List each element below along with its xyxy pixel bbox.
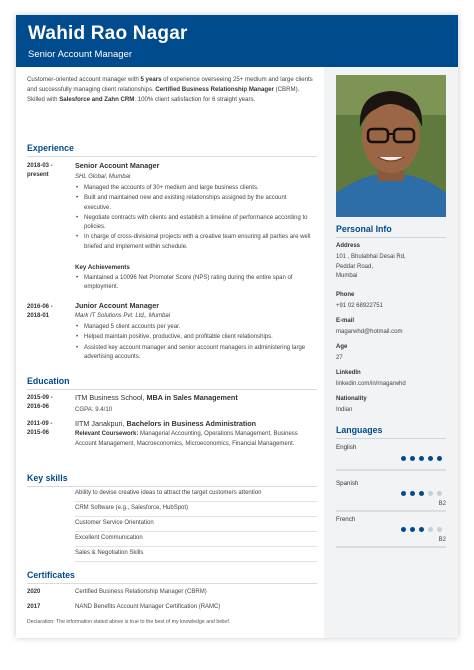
- list-item: • Maintained a 10096 Net Promoter Score (NPS) rating during the entire span of employment.: [75, 274, 315, 293]
- address-line: Peddar Road,: [336, 263, 374, 270]
- proficiency-dot: [428, 456, 433, 461]
- job-company: SHL Global, Mumbai: [75, 174, 131, 180]
- education-dates: [27, 394, 53, 413]
- declaration-text: Declaration: The information stated above is true to the best of my knowledge and belief.: [27, 619, 231, 625]
- language-proficiency-dots: [397, 527, 446, 533]
- skill-divider: [75, 531, 317, 532]
- skill-item: Customer Service Orientation: [75, 520, 154, 526]
- resume-header: [16, 15, 458, 67]
- proficiency-dot: [428, 491, 433, 496]
- language-proficiency-dots: [397, 491, 446, 497]
- date-end: 2018-01: [27, 313, 50, 320]
- section-divider: [27, 486, 317, 487]
- language-level: B2: [438, 501, 446, 507]
- email-value: magarwhd@hotmail.com: [336, 329, 403, 335]
- skill-item: Ability to devise creative ideas to attract the target customers attention: [75, 490, 262, 496]
- section-divider: [27, 583, 317, 584]
- date-start: 2011-09 -: [27, 421, 53, 427]
- education-dates: [27, 420, 52, 439]
- proficiency-dot: [410, 527, 415, 532]
- language-divider: [336, 510, 446, 512]
- profile-photo-illustration: [336, 75, 446, 217]
- address-value: [336, 253, 406, 282]
- resume-page: [16, 15, 458, 638]
- certificate-name: NAND Benefits Account Manager Certification (RAMC): [75, 604, 221, 610]
- date-end: present: [27, 172, 49, 179]
- education-school: [75, 393, 238, 402]
- list-item: • Assisted key account manager and senior account managers in administering large advertising accounts.: [75, 344, 315, 363]
- linkedin-value: linkedin.com/in/rnagarwhd: [336, 381, 406, 387]
- phone-label: Phone: [336, 292, 355, 298]
- language-name: Spanish: [336, 480, 359, 487]
- sidebar: [324, 67, 458, 638]
- achievement-bullets: [75, 274, 315, 294]
- nationality-value: Indian: [336, 407, 353, 413]
- job-company: Mark IT Solutions Pvt. Ltd., Mumbai: [75, 313, 171, 319]
- proficiency-dot: [401, 456, 406, 461]
- skill-item: CRM Software (e.g., Salesforce, HubSpot): [75, 505, 189, 511]
- coursework-label: Relevant Coursework:: [75, 431, 139, 437]
- skill-divider: [75, 501, 317, 502]
- section-divider: [27, 156, 317, 157]
- section-divider: [336, 438, 446, 439]
- skill-item: Sales & Negotiation Skills: [75, 550, 144, 556]
- email-label: E-mail: [336, 318, 355, 324]
- profile-photo: [336, 75, 446, 217]
- skills-heading: Key skills: [27, 473, 68, 483]
- certificate-name: Certified Business Relationship Manager (CBRM): [75, 589, 207, 595]
- languages-heading: Languages: [336, 425, 383, 435]
- experience-heading: Experience: [27, 143, 74, 153]
- degree-name: MBA in Sales Management: [146, 393, 238, 402]
- coursework-text: Managerial Accounting, Operations Management, Business Account Management, Macroeconomics, Microeconomics, Financial Management.: [75, 431, 298, 447]
- job-title: Senior Account Manager: [75, 161, 160, 170]
- job-dates: [27, 162, 53, 181]
- proficiency-dot: [410, 491, 415, 496]
- proficiency-dot: [419, 491, 424, 496]
- job-bullets: [75, 323, 315, 363]
- proficiency-dot: [401, 527, 406, 532]
- age-label: Age: [336, 344, 348, 350]
- summary-text: of experience overseeing 25+ medium and large clients and successfully managing client relationships.: [27, 76, 313, 93]
- summary-highlight: Salesforce and Zahn CRM: [59, 95, 135, 103]
- certificate-year: 2020: [27, 589, 41, 595]
- list-item: • Negotiate contracts with clients and establish a timeline of performance according to policies.: [75, 214, 315, 233]
- date-start: 2015-09 -: [27, 395, 53, 401]
- summary-text: Customer-oriented account manager with: [27, 76, 141, 83]
- certificates-heading: Certificates: [27, 570, 75, 580]
- age-value: 27: [336, 355, 343, 361]
- summary-text: (CBRM). Skilled with: [27, 85, 300, 103]
- summary-highlight: Certified Business Relationship Manager: [155, 85, 274, 93]
- summary-text: . 100% client satisfaction for 6 straight years.: [134, 95, 256, 103]
- language-level: B2: [438, 537, 446, 543]
- language-name: English: [336, 444, 357, 451]
- main-column: [16, 67, 324, 638]
- profile-summary: [27, 75, 317, 104]
- proficiency-dot: [428, 527, 433, 532]
- education-heading: Education: [27, 376, 70, 386]
- skill-item: Excellent Communication: [75, 535, 143, 541]
- proficiency-dot: [419, 527, 424, 532]
- job-title: Junior Account Manager: [75, 301, 159, 310]
- list-item: • Built and maintained new and existing relationships assigned by the account executive.: [75, 194, 315, 213]
- section-divider: [336, 237, 446, 238]
- list-item: • In charge of cross-divisional projects with a creative team ensuring all parties are well briefed and implement within schedule.: [75, 233, 315, 252]
- proficiency-dot: [437, 527, 442, 532]
- job-bullets: [75, 184, 315, 253]
- list-item: • Managed 5 client accounts per year.: [75, 323, 315, 332]
- personal-info-heading: Personal Info: [336, 224, 392, 234]
- language-name: French: [336, 516, 356, 523]
- skill-divider: [75, 561, 317, 562]
- language-divider: [336, 469, 446, 471]
- list-item: • Managed the accounts of 30+ medium and large business clients.: [75, 184, 315, 193]
- skill-divider: [75, 516, 317, 517]
- skill-divider: [75, 546, 317, 547]
- job-dates: [27, 303, 53, 322]
- proficiency-dot: [437, 491, 442, 496]
- certificate-year: 2017: [27, 604, 41, 610]
- phone-value: +91 02 68922751: [336, 303, 383, 309]
- nationality-label: Nationality: [336, 396, 367, 402]
- education-grade: CGPA: 9.4/10: [75, 406, 113, 413]
- key-achievements-heading: Key Achievements: [75, 264, 130, 271]
- relevant-coursework: [75, 430, 320, 449]
- proficiency-dot: [401, 491, 406, 496]
- list-item: • Helped maintain positive, productive, and profitable client relationships.: [75, 333, 315, 342]
- date-end: 2016-06: [27, 404, 50, 411]
- date-start: 2018-03 -: [27, 163, 53, 169]
- proficiency-dot: [437, 456, 442, 461]
- proficiency-dot: [410, 456, 415, 461]
- language-proficiency-dots: [397, 456, 446, 462]
- degree-name: Bachelors in Business Administration: [126, 419, 257, 428]
- address-label: Address: [336, 243, 361, 249]
- school-name: IITM Janakpuri,: [75, 419, 127, 428]
- school-name: ITM Business School,: [75, 393, 147, 402]
- address-line: Mumbai: [336, 273, 358, 280]
- linkedin-label: LinkedIn: [336, 370, 361, 376]
- candidate-title: Senior Account Manager: [28, 49, 133, 60]
- summary-highlight: 5 years: [140, 76, 162, 83]
- candidate-name: Wahid Rao Nagar: [28, 23, 188, 44]
- date-start: 2016-06 -: [27, 304, 53, 310]
- section-divider: [27, 389, 317, 390]
- language-divider: [336, 546, 446, 548]
- proficiency-dot: [419, 456, 424, 461]
- address-line: 101 , Bhulabhai Desai Rd,: [336, 254, 406, 260]
- education-school: [75, 419, 256, 428]
- date-end: 2015-06: [27, 430, 50, 437]
